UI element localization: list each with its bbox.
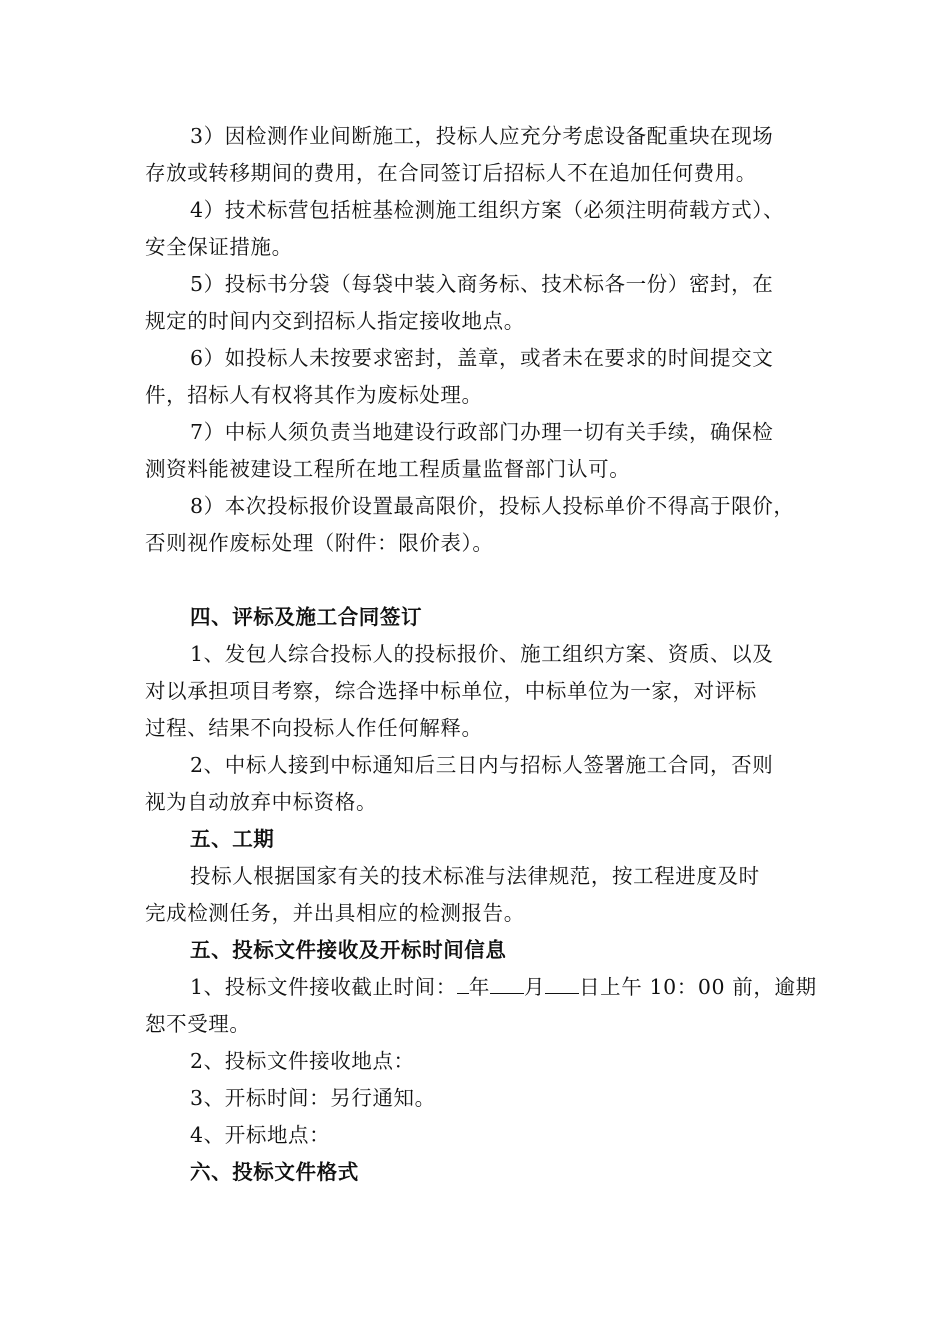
- evaluation-paragraph-1: 1、发包人综合投标人的投标报价、施工组织方案、资质、以及 对以承担项目考察，综合选择中标单位，中标单位为一家，对评标 过程、结果不向投标人作任何解释。: [145, 642, 774, 740]
- year-blank: [457, 971, 469, 994]
- opening-time: 3、开标时间：另行通知。: [190, 1086, 436, 1110]
- requirement-7: 7）中标人须负责当地建设行政部门办理一切有关手续，确保检 测资料能被建设工程所在地工程质量监督部门认可。: [145, 420, 774, 481]
- requirement-6: 6）如投标人未按要求密封，盖章，或者未在要求的时间提交文 件，招标人有权将其作为废标处理。: [145, 346, 774, 407]
- section-heading-submission: 五、投标文件接收及开标时间信息: [190, 938, 507, 962]
- section-heading-schedule: 五、工期: [190, 827, 275, 851]
- submission-location: 2、投标文件接收地点：: [190, 1049, 415, 1073]
- day-blank: [545, 971, 579, 994]
- section-heading-evaluation: 四、评标及施工合同签订: [190, 605, 423, 629]
- requirement-5: 5）投标书分袋（每袋中装入商务标、技术标各一份）密封，在 规定的时间内交到招标人指定接收地点。: [145, 272, 774, 333]
- requirement-3: 3）因检测作业间断施工，投标人应充分考虑设备配重块在现场 存放或转移期间的费用，在合同签订后招标人不在追加任何费用。: [145, 124, 774, 185]
- bidding-requirements-list: [145, 118, 825, 562]
- requirement-4: 4）技术标营包括桩基检测施工组织方案（必须注明荷载方式）、 安全保证措施。: [145, 198, 785, 259]
- requirement-8: 8）本次投标报价设置最高限价，投标人投标单价不得高于限价， 否则视作废标处理（附件：限价表）。: [145, 494, 795, 555]
- month-blank: [490, 971, 524, 994]
- opening-location: 4、开标地点：: [190, 1123, 331, 1147]
- evaluation-paragraph-2: 2、中标人接到中标通知后三日内与招标人签署施工合同，否则 视为自动放弃中标资格。: [145, 753, 774, 814]
- document-body: [145, 118, 825, 1191]
- schedule-paragraph: 投标人根据国家有关的技术标准与法律规范，按工程进度及时 完成检测任务，并出具相应的检测报告。: [145, 864, 760, 925]
- submission-deadline: 1、投标文件接收截止时间： 年 月 日上午 10：00 前，逾期 恕不受理。: [145, 969, 825, 1043]
- section-heading-format: 六、投标文件格式: [190, 1160, 359, 1184]
- section-spacer: [145, 562, 825, 599]
